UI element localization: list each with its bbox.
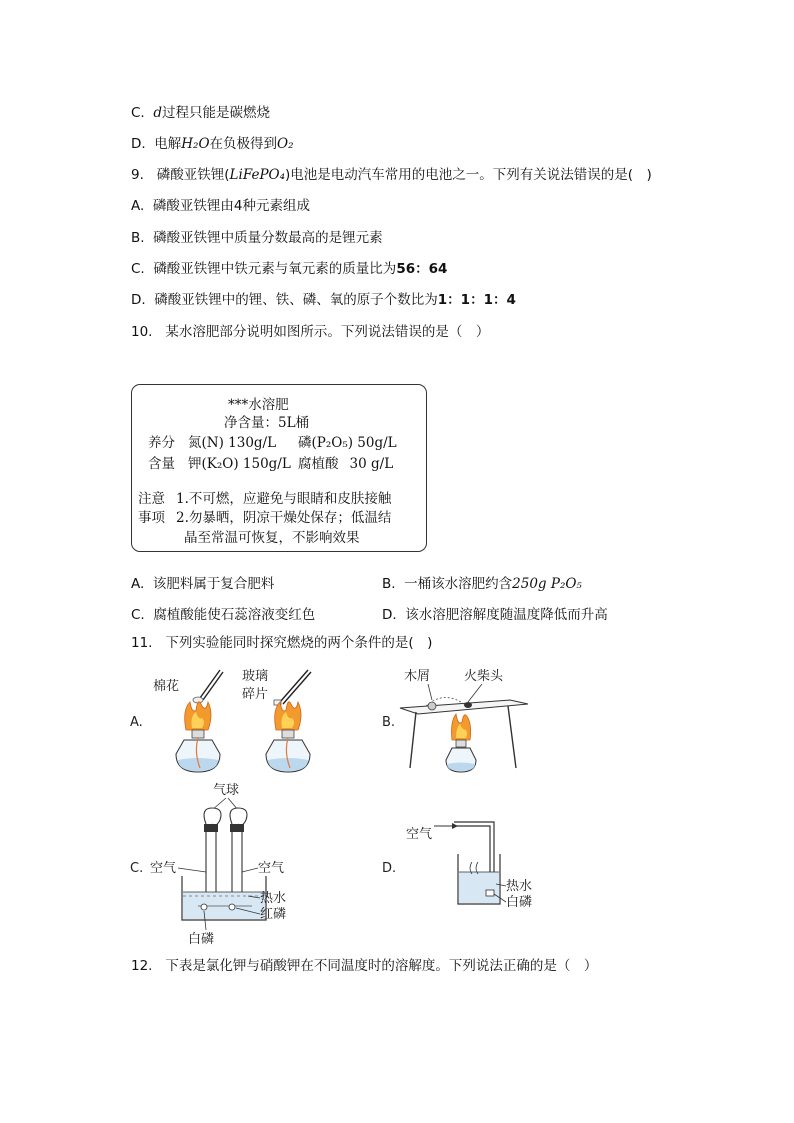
formula-o2: O₂ (277, 136, 294, 152)
figure-c (128, 780, 308, 950)
glass-label-1: 玻璃 (242, 669, 269, 684)
option-letter: B. (382, 576, 396, 592)
option-letter: B. (131, 230, 145, 246)
stem-text: 某水溶肥部分说明如图所示。下列说法错误的是（ ） (165, 324, 490, 340)
tweezers-right-icon (274, 670, 311, 705)
label-potassium: 钾(K₂O) 150g/L (188, 456, 291, 472)
label-title: ***水溶肥 (228, 397, 289, 413)
option-letter: A. (131, 576, 145, 592)
option-text: 磷酸亚铁锂中铁元素与氧元素的质量比为 (153, 261, 397, 277)
q9-option-d (131, 291, 516, 309)
q12-stem (131, 957, 597, 975)
option-text: 电解 (154, 136, 182, 152)
label-note-1: 1.不可燃，应避免与眼睛和皮肤接触 (176, 491, 392, 507)
label-nutrient-head: 养分 (148, 435, 175, 451)
label-note-head-1: 注意 (138, 491, 165, 507)
formula-p2o5: 250g P₂O₅ (512, 576, 582, 592)
q10-option-b (382, 572, 582, 592)
figure-letter: C. (130, 861, 144, 876)
glass-label-2: 碎片 (242, 687, 269, 702)
stem-text: )电池是电动汽车常用的电池之一。下列有关说法错误的是( ) (285, 167, 652, 183)
label-note-head-2: 事项 (138, 510, 165, 526)
q10-option-c (131, 603, 315, 623)
option-letter: D. (131, 136, 146, 152)
formula-lifepo4: LiFePO₄ (229, 167, 286, 183)
question-number: 12. (131, 958, 153, 974)
stem-text: 下列实验能同时探究燃烧的两个条件的是( ) (165, 635, 433, 651)
option-letter: D. (382, 607, 397, 623)
label-note-2: 2.勿暴晒，阴凉干燥处保存；低温结 (176, 510, 392, 526)
q11-stem (131, 634, 432, 652)
option-letter: C. (131, 261, 145, 277)
cotton-label: 棉花 (153, 679, 180, 694)
q9-option-b (131, 229, 383, 247)
match-head-label: 火柴头 (464, 669, 504, 684)
figure-d (380, 812, 540, 922)
question-number: 9. (131, 167, 144, 183)
ratio-value: 56：64 (396, 261, 448, 277)
q10-option-d (382, 603, 608, 623)
red-phosphorus-label: 红磷 (260, 907, 287, 922)
variable-d: d (153, 105, 162, 121)
fertilizer-label (131, 384, 427, 552)
figure-a (128, 660, 328, 778)
q9-stem (131, 166, 652, 184)
air-label: 空气 (406, 827, 433, 842)
label-net-content: 净含量：5L桶 (224, 415, 310, 431)
balloon-left-icon (204, 808, 221, 825)
air-right-label: 空气 (258, 861, 285, 876)
white-phosphorus-label: 白磷 (506, 895, 533, 910)
option-text: 磷酸亚铁锂中的锂、铁、磷、氧的原子个数比为 (154, 292, 438, 308)
option-letter: C. (131, 607, 145, 623)
alcohol-lamp-left-icon (176, 702, 220, 772)
question-number: 11. (131, 635, 153, 651)
label-content-head: 含量 (148, 456, 175, 472)
label-nitrogen: 氮(N) 130g/L (188, 435, 277, 451)
option-text: 一桶该水溶肥约含 (404, 576, 513, 592)
option-text: 磷酸亚铁锂由4种元素组成 (152, 198, 310, 214)
option-text: 腐植酸能使石蕊溶液变红色 (153, 607, 316, 623)
beaker-icon (182, 876, 266, 920)
option-text: 该肥料属于复合肥料 (152, 576, 275, 592)
option-text: 磷酸亚铁锂中质量分数最高的是锂元素 (153, 230, 383, 246)
label-phosphorus: 磷(P₂O₅) 50g/L (298, 435, 397, 451)
figure-b (380, 660, 540, 778)
balloon-label: 气球 (213, 783, 240, 798)
q8-option-c (131, 104, 270, 122)
option-letter: A. (131, 198, 145, 214)
q10-stem (131, 323, 489, 341)
figure-letter: A. (130, 715, 143, 730)
air-left-label: 空气 (150, 861, 177, 876)
option-letter: C. (131, 105, 145, 121)
alcohol-lamp-icon (446, 714, 476, 772)
q8-option-d (131, 135, 294, 153)
alcohol-lamp-right-icon (266, 702, 310, 772)
hot-water-label: 热水 (506, 879, 533, 894)
stem-text: 下表是氯化钾与硝酸钾在不同温度时的溶解度。下列说法正确的是（ ） (165, 958, 598, 974)
label-humic-acid: 腐植酸 30 g/L (298, 456, 394, 472)
figure-letter: B. (382, 715, 396, 730)
option-text: 在负极得到 (209, 136, 278, 152)
ratio-value: 1：1：1：4 (437, 292, 516, 308)
option-text: 过程只能是碳燃烧 (161, 105, 270, 121)
q10-option-a (131, 572, 274, 592)
stem-text: 磷酸亚铁锂( (156, 167, 230, 183)
balloon-right-icon (230, 808, 247, 825)
q9-option-c (131, 260, 447, 278)
white-phosphorus-label: 白磷 (188, 932, 215, 947)
question-number: 10. (131, 324, 153, 340)
option-letter: D. (131, 292, 146, 308)
option-text: 该水溶肥溶解度随温度降低而升高 (405, 607, 608, 623)
sawdust-label: 木屑 (404, 669, 431, 684)
formula-h2o: H₂O (181, 136, 210, 152)
label-note-3: 晶至常温可恢复，不影响效果 (184, 530, 360, 546)
tweezers-left-icon (193, 670, 223, 703)
hot-water-label: 热水 (260, 891, 287, 906)
figure-letter: D. (382, 861, 397, 876)
q9-option-a (131, 197, 310, 215)
